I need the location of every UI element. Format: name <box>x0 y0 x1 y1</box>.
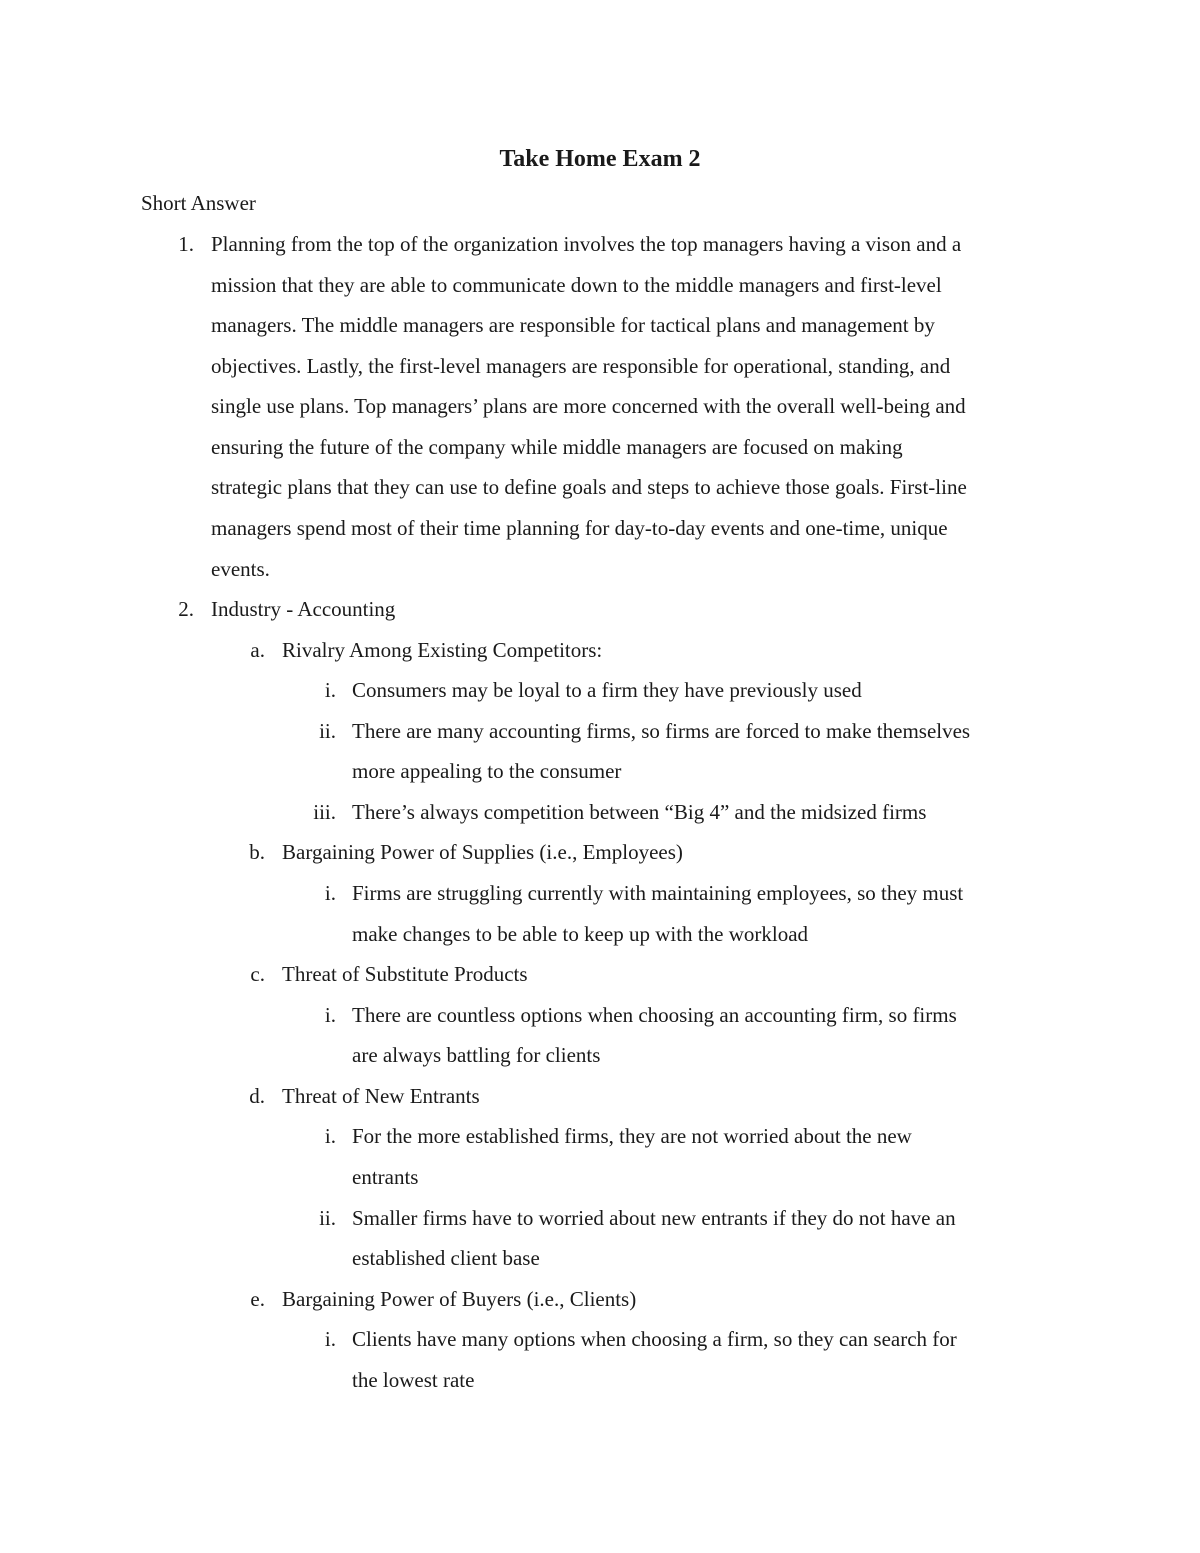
q2e-i-line-1: Clients have many options when choosing a firm, so they can search for <box>352 1327 957 1351</box>
q2b-heading: Bargaining Power of Supplies (i.e., Employees) <box>282 840 683 864</box>
q2d-ii-marker: ii. <box>319 1206 336 1230</box>
q1-line-4: objectives. Lastly, the first-level managers are responsible for operational, standing, and <box>211 354 951 378</box>
q2c-i-line-2: are always battling for clients <box>352 1043 601 1067</box>
q1-line-1: Planning from the top of the organization involves the top managers having a vison and a <box>211 232 962 256</box>
q1-line-3: managers. The middle managers are responsible for tactical plans and management by <box>211 313 935 337</box>
q2d-i-marker: i. <box>324 1124 336 1148</box>
sublist-marker-e: e. <box>250 1287 265 1311</box>
q2a-ii-line-1: There are many accounting firms, so firms are forced to make themselves <box>352 719 971 743</box>
q2c-i-line-1: There are countless options when choosing an accounting firm, so firms <box>352 1003 957 1027</box>
q2d-i-line-1: For the more established firms, they are not worried about the new <box>352 1124 912 1148</box>
q2c-heading: Threat of Substitute Products <box>282 962 528 986</box>
q2a-ii-line-2: more appealing to the consumer <box>352 759 622 783</box>
q2b-i-marker: i. <box>324 881 336 905</box>
q2b-i-line-2: make changes to be able to keep up with the workload <box>352 922 809 946</box>
q1-line-7: strategic plans that they can use to define goals and steps to achieve those goals. First-line <box>211 475 967 499</box>
q2c-i-marker: i. <box>324 1003 336 1027</box>
q2a-i-line-1: Consumers may be loyal to a firm they have previously used <box>352 678 862 702</box>
q2e-i-marker: i. <box>324 1327 336 1351</box>
q2a-iii-marker: iii. <box>313 800 336 824</box>
sublist-marker-a: a. <box>250 638 265 662</box>
q2a-iii-line-1: There’s always competition between “Big 4” and the midsized firms <box>352 800 927 824</box>
q2e-i-line-2: the lowest rate <box>352 1368 475 1392</box>
q2d-ii-line-2: established client base <box>352 1246 540 1270</box>
q2e-heading: Bargaining Power of Buyers (i.e., Clients) <box>282 1287 637 1311</box>
q2d-heading: Threat of New Entrants <box>282 1084 480 1108</box>
q2d-ii-line-1: Smaller firms have to worried about new entrants if they do not have an <box>352 1206 956 1230</box>
document-title: Take Home Exam 2 <box>499 146 701 172</box>
q2-heading: Industry - Accounting <box>211 597 396 621</box>
q1-line-6: ensuring the future of the company while middle managers are focused on making <box>211 435 903 459</box>
q1-line-2: mission that they are able to communicate down to the middle managers and first-level <box>211 273 942 297</box>
q1-line-8: managers spend most of their time planning for day-to-day events and one-time, unique <box>211 516 948 540</box>
sublist-marker-b: b. <box>249 840 265 864</box>
q2a-i-marker: i. <box>324 678 336 702</box>
q1-line-9: events. <box>211 557 270 581</box>
list-marker-2: 2. <box>178 597 194 621</box>
sublist-marker-d: d. <box>249 1084 265 1108</box>
q2a-heading: Rivalry Among Existing Competitors: <box>282 638 603 662</box>
q2d-i-line-2: entrants <box>352 1165 419 1189</box>
q1-line-5: single use plans. Top managers’ plans are more concerned with the overall well-being and <box>211 394 966 418</box>
list-marker-1: 1. <box>178 232 194 256</box>
q2a-ii-marker: ii. <box>319 719 336 743</box>
sublist-marker-c: c. <box>250 962 265 986</box>
q2b-i-line-1: Firms are struggling currently with maintaining employees, so they must <box>352 881 964 905</box>
section-heading: Short Answer <box>141 191 256 215</box>
